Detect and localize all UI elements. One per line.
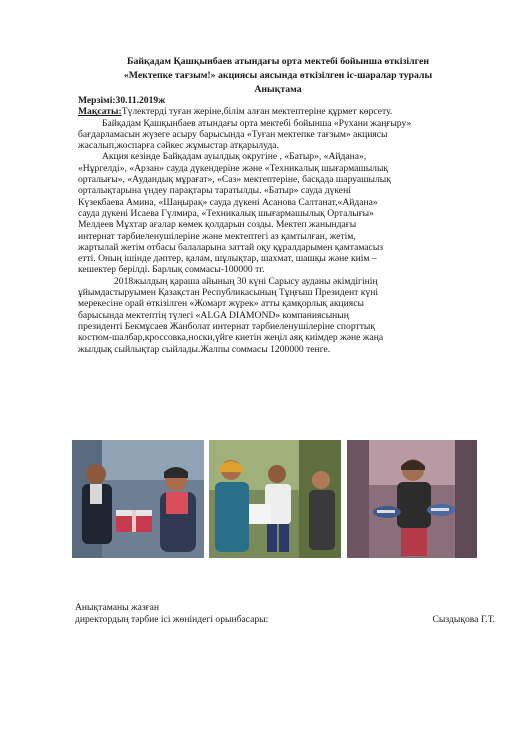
signatory-name: Сыздықова Г.Т. [432, 614, 495, 625]
paragraph-2-line: жартылай жетім отбасы балаларына заттай оқу құралдарымен қамтамасыз [78, 241, 384, 253]
date-line: Мерзімі:30.11.2019ж [78, 95, 166, 106]
photo-gift-handover [72, 440, 204, 558]
paragraph-3-line: 2018жылдың қараша айының 30 күні Сарысу ауданы әкімдігінің [114, 275, 378, 287]
paragraph-3-line: костюм-шалбар,кроссовка,носки,үйге киетін жеңіл аяқ киімдер және жаңа [78, 332, 384, 344]
paragraph-3-line: президенті Бекмұсаев Жанболат интернат тәрбиеленушілеріне спорттық [78, 320, 376, 332]
paragraph-1-line: бағдарламасын жүзеге асыру барысында «Туған мектепке тағзым» акциясы [78, 128, 388, 140]
signature-line-1: Анықтаманы жазған [75, 602, 159, 613]
paragraph-3-line: ұйымдастыруымен Қазақстан Республикасының Тұңғыш Президент күні [78, 287, 379, 299]
paragraph-2-line: «Нұргелді», «Арзан» сауда дүкендеріне және «Техникалық шығармашылық [78, 162, 389, 174]
purpose-label: Мақсаты: [78, 106, 122, 118]
document-body [78, 95, 498, 355]
paragraph-2-line: орталығы», «Аудандық мұрағат», «Саз» мектептеріне, басқада шаруашылық [78, 174, 391, 186]
paragraph-2-line: орталықтарына үндеу парақтары таратылды. «Батыр» сауда дүкені [78, 185, 351, 197]
photo-woman-with-shoes [347, 440, 477, 558]
title-line-3: Анықтама [254, 84, 302, 95]
title-line-1: Байқадам Қашқынбаев атындағы орта мектебі бойынша өткізілген [127, 56, 429, 67]
paragraph-2-line: етті. Оның ішінде дәптер, қалам, шұлықтар, шахмат, шашқы және киім – [78, 253, 377, 265]
photo-boy-receiving-clothes [209, 440, 341, 558]
paragraph-1-line: жасалып,жоспарға сәйкес жұмыстар атқарылуда. [78, 140, 279, 152]
document-title [78, 55, 478, 97]
signature-line-2: директордың тәрбие ісі жөніндегі орынбасары: [75, 614, 269, 625]
paragraph-3-line: мерекесіне орай өткізілген «Жомарт жүрек» атты қамқорлық акциясы [78, 298, 364, 310]
paragraph-2-line: Мелдеев Мұхтар ағалар көмек қолдарын созды. Мектеп жанындағы [78, 219, 357, 231]
paragraph-2-line: сауда дүкені Исаева Гүлмира, «Техникалық шығармашылық Орталығы» [78, 207, 374, 219]
paragraph-2-line: интернат тәрбиеленушілеріне және мектептегі аз қамтылған, жетім, [78, 230, 356, 242]
paragraph-2-line: Күзекбаева Амина, «Шаңырақ» сауда дүкені Асанова Салтанат,«Айдана» [78, 196, 378, 208]
paragraph-2-line: Акция кезінде Байқадам ауылдық округіне , «Батыр», «Айдана», [102, 151, 367, 163]
purpose-line [78, 106, 498, 117]
signature-block [75, 602, 495, 626]
paragraph-1-line: Байқадам Қашқынбаев атындағы орта мектебі бойынша «Рухани жаңғыру» [102, 117, 412, 129]
title-line-2: «Мектепке тағзым!» акциясы аясында өткізілген іс-шаралар туралы [123, 70, 433, 81]
photo-strip [72, 440, 477, 560]
paragraph-2-line: кешектер берілді. Барлық соммасы-100000 тг. [78, 264, 265, 276]
purpose-text: Түлектерді туған жеріне,білім алған мектептеріне құрмет көрсету. [121, 106, 393, 118]
paragraph-3-line: барысында мектептің түлегі «ALGA DIAMOND» компаниясының [78, 309, 349, 321]
paragraph-3-line: жылдық сыйлықтар сыйлады.Жалпы соммасы 1200000 тенге. [78, 343, 331, 355]
